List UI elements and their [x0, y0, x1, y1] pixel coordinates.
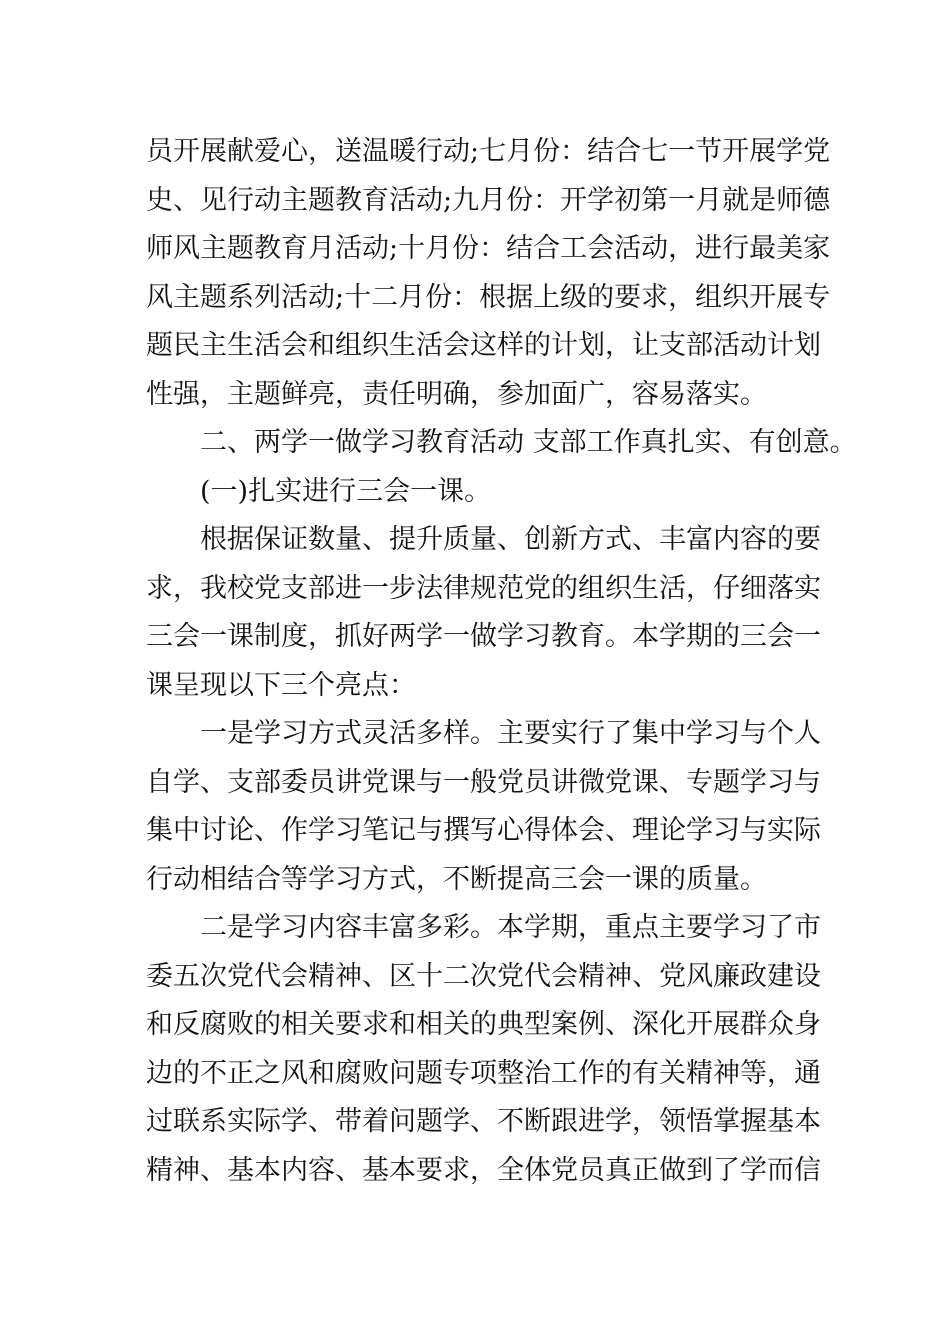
text-line: 课呈现以下三个亮点： [146, 669, 416, 701]
text-line: 自学、支部委员讲党课与一般党员讲微党课、专题学习与 [146, 766, 821, 798]
text-line: 精神、基本内容、基本要求，全体党员真正做到了学而信 [146, 1154, 821, 1186]
text-line: 一是学习方式灵活多样。主要实行了集中学习与个人 [200, 718, 821, 749]
text-line: 师风主题教育月活动;十月份：结合工会活动，进行最美家 [146, 233, 831, 264]
text-line: 性强，主题鲜亮，责任明确，参加面广，容易落实。 [146, 378, 767, 410]
text-line: 过联系实际学、带着问题学、不断跟进学，领悟掌握基本 [146, 1106, 821, 1137]
text-line: 史、见行动主题教育活动;九月份：开学初第一月就是师德 [146, 184, 831, 216]
text-line: 边的不正之风和腐败问题专项整治工作的有关精神等，通 [146, 1057, 821, 1089]
text-line: 和反腐败的相关要求和相关的典型案例、深化开展群众身 [146, 1009, 821, 1040]
text-line: 求，我校党支部进一步法律规范党的组织生活，仔细落实 [146, 572, 821, 604]
text-line: 员开展献爱心，送温暖行动;七月份：结合七一节开展学党 [146, 136, 831, 167]
text-line: 风主题系列活动;十二月份：根据上级的要求，组织开展专 [146, 281, 831, 313]
text-line: (一)扎实进行三会一课。 [200, 475, 492, 507]
text-line: 行动相结合等学习方式，不断提高三会一课的质量。 [146, 863, 767, 895]
text-line: 二是学习内容丰富多彩。本学期，重点主要学习了市 [200, 912, 821, 943]
text-line: 根据保证数量、提升质量、创新方式、丰富内容的要 [200, 524, 821, 555]
text-line: 二、两学一做学习教育活动 支部工作真扎实、有创意。 [200, 427, 857, 458]
text-line: 题民主生活会和组织生活会这样的计划，让支部活动计划 [146, 330, 821, 361]
text-line: 委五次党代会精神、区十二次党代会精神、党风廉政建设 [146, 960, 821, 992]
text-line: 集中讨论、作学习笔记与撰写心得体会、理论学习与实际 [146, 815, 821, 846]
text-line: 三会一课制度，抓好两学一做学习教育。本学期的三会一 [146, 621, 821, 652]
document-body [146, 128, 857, 1195]
